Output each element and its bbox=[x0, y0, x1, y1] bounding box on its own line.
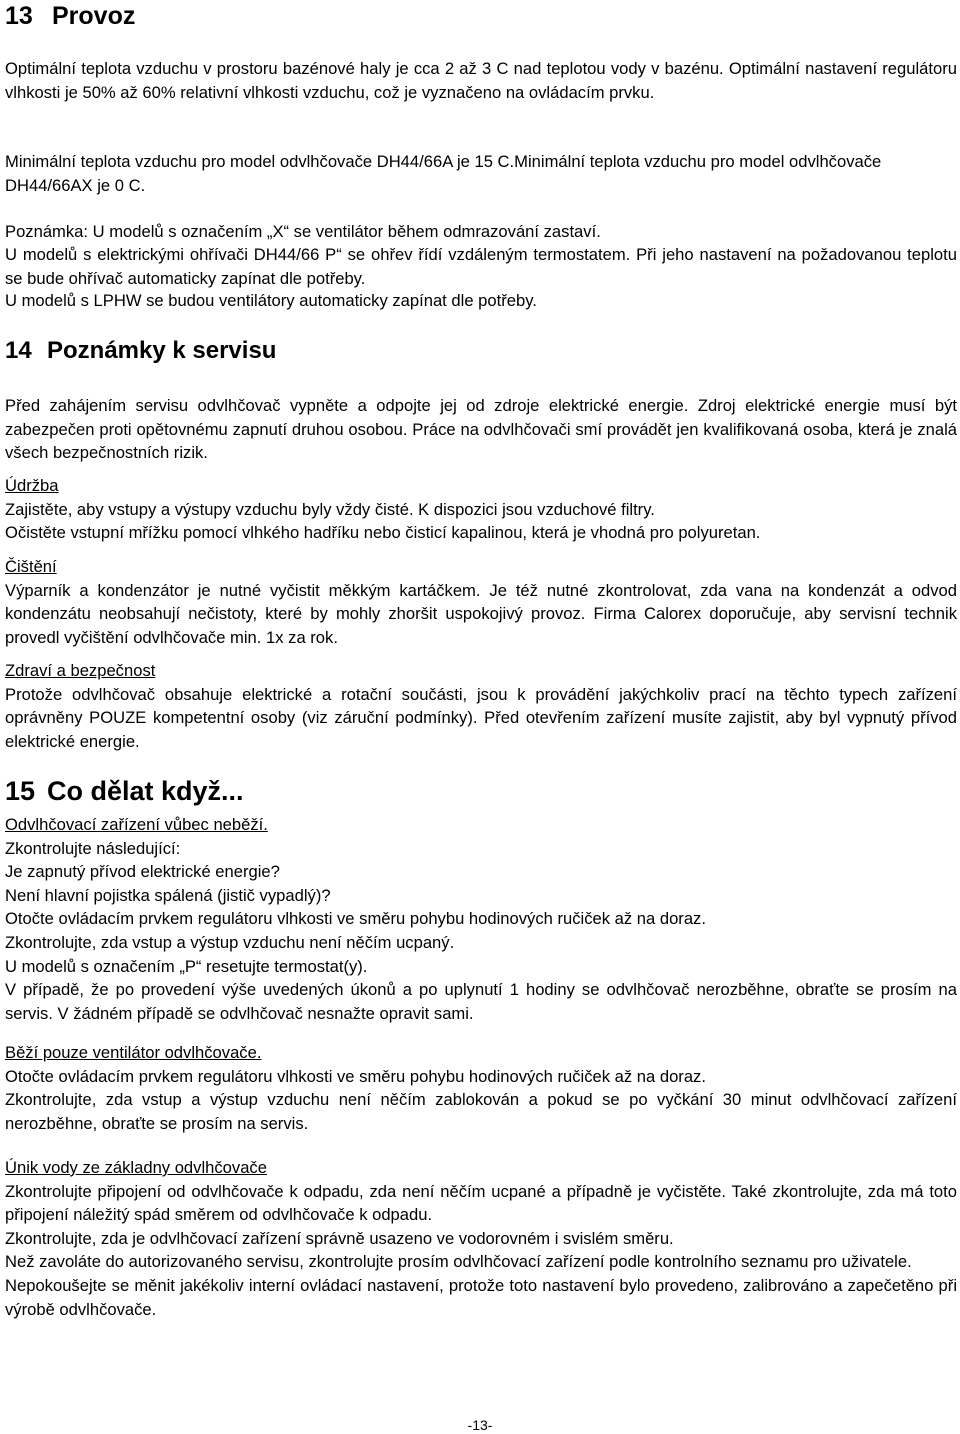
troubleshoot-line: Nepokoušejte se měnit jakékoliv interní ovládací nastavení, protože toto nastavení bylo provedeno, zalibrováno a zapečetěno při výrobě odvlhčovače. bbox=[5, 1275, 957, 1319]
page-number: -13- bbox=[467, 1417, 493, 1433]
section-13-heading bbox=[5, 1, 135, 31]
troubleshoot-heading: Únik vody ze základny odvlhčovače bbox=[5, 1158, 267, 1177]
cleaning-block bbox=[5, 555, 957, 649]
troubleshoot-line: V případě, že po provedení výše uvedených úkonů a po uplynutí 1 hodiny se odvlhčovač nerozběhne, obraťte se prosím na servis. V žádném případě se odvlhčovač nesnažte opravit sami. bbox=[5, 980, 957, 1023]
section-title: Poznámky k servisu bbox=[47, 337, 277, 364]
troubleshoot-heading: Odvlhčovací zařízení vůbec neběží. bbox=[5, 815, 268, 834]
troubleshoot-line: Než zavoláte do autorizovaného servisu, zkontrolujte prosím odvlhčovací zařízení podle kontrolního seznamu pro uživatele. bbox=[5, 1252, 912, 1272]
troubleshoot-line: Není hlavní pojistka spálená (jistič vypadlý)? bbox=[5, 885, 331, 905]
health-safety-heading: Zdraví a bezpečnost bbox=[5, 661, 156, 680]
section-title: Provoz bbox=[52, 2, 136, 30]
troubleshoot-line: Otočte ovládacím prvkem regulátoru vlhkosti ve směru pohybu hodinových ručiček až na doraz. bbox=[5, 909, 706, 929]
section-number: 13 bbox=[5, 2, 33, 30]
paragraph-service-safety-intro: Před zahájením servisu odvlhčovač vypněte a odpojte jej od zdroje elektrické energie. Zdroj elektrické energie musí být zabezpečen proti opětovnému zapnutí druhou osobou. Práce na odvlhčovači smí provádět jen kvalifikovaná osoba, která je znalá všech bezpečnostních rizik. bbox=[5, 396, 957, 463]
section-number: 14 bbox=[5, 337, 32, 364]
cleaning-heading: Čištění bbox=[5, 557, 57, 576]
troubleshoot-line: Je zapnutý přívod elektrické energie? bbox=[5, 862, 280, 882]
health-safety-block bbox=[5, 659, 957, 753]
section-15-heading bbox=[5, 775, 244, 807]
troubleshoot-line: Zkontrolujte připojení od odvlhčovače k odpadu, zda není něčím ucpané a případně je vyčistěte. Také zkontrolujte, zda má toto připojení náležitý spád směrem od odvlhčovače k odpadu. bbox=[5, 1181, 957, 1225]
troubleshoot-water-leak bbox=[5, 1156, 957, 1321]
section-number: 15 bbox=[5, 776, 36, 806]
troubleshoot-not-running bbox=[5, 813, 957, 1025]
paragraph-minimal-temperature: Minimální teplota vzduchu pro model odvlhčovače DH44/66A je 15 C.Minimální teplota vzduchu pro model odvlhčovače DH44/66AX je 0 C. bbox=[5, 152, 882, 195]
maintenance-block bbox=[5, 474, 957, 545]
section-title: Co dělat když... bbox=[47, 776, 244, 806]
troubleshoot-heading: Běží pouze ventilátor odvlhčovače. bbox=[5, 1043, 262, 1062]
maintenance-heading: Údržba bbox=[5, 476, 59, 495]
maintenance-line: Očistěte vstupní mřížku pomocí vlhkého hadříku nebo čisticí kapalinou, která je vhodná pro polyuretan. bbox=[5, 523, 761, 543]
note-electric-heaters: U modelů s elektrickými ohřívači DH44/66 P“ se ohřev řídí vzdáleným termostatem. Při jeho nastavení na požadovanou teplotu se bude ohřívač automaticky zapínat dle potřeby. bbox=[5, 245, 957, 288]
paragraph-optimal-temperature: Optimální teplota vzduchu v prostoru bazénové haly je cca 2 až 3 C nad teplotou vody v bazénu. Optimální nastavení regulátoru vlhkosti je 50% až 60% relativní vlhkosti vzduchu, což je vyznačeno na ovládacím prvku. bbox=[5, 59, 957, 102]
section-14-heading bbox=[5, 336, 276, 366]
troubleshoot-line: U modelů s označením „P“ resetujte termostat(y). bbox=[5, 956, 368, 976]
troubleshoot-line: Otočte ovládacím prvkem regulátoru vlhkosti ve směru pohybu hodinových ručiček až na doraz. bbox=[5, 1066, 706, 1086]
troubleshoot-line: Zkontrolujte následující: bbox=[5, 838, 181, 858]
troubleshoot-line: Zkontrolujte, zda je odvlhčovací zařízení správně usazeno ve vodorovném i svislém směru. bbox=[5, 1228, 674, 1248]
health-safety-text: Protože odvlhčovač obsahuje elektrické a rotační součásti, jsou k provádění jakýchkoliv prací na těchto typech zařízení oprávněny POUZE kompetentní osoby (viz záruční podmínky). Před otevřením zařízení musíte zajistit, aby byl vypnutý přívod elektrické energie. bbox=[5, 684, 957, 751]
troubleshoot-line: Zkontrolujte, zda vstup a výstup vzduchu není něčím zablokován a pokud se po vyčkání 30 minut odvlhčovací zařízení nerozběhne, obraťte se prosím na servis. bbox=[5, 1090, 957, 1133]
cleaning-text: Výparník a kondenzátor je nutné vyčistit měkkým kartáčkem. Je též nutné zkontrolovat, zda vana na kondenzát a odvod kondenzátu neobsahují nečistoty, které by mohly zhoršit uspokojivý provoz. Firma Calorex doporučuje, aby servisní technik provedl vyčištění odvlhčovače min. 1x za rok. bbox=[5, 580, 957, 647]
troubleshoot-line: Zkontrolujte, zda vstup a výstup vzduchu není něčím ucpaný. bbox=[5, 932, 455, 952]
troubleshoot-fan-only bbox=[5, 1041, 957, 1135]
note-lphw: U modelů s LPHW se budou ventilátory automaticky zapínat dle potřeby. bbox=[5, 291, 537, 310]
note-fan-stop: Poznámka: U modelů s označením „X“ se ventilátor během odmrazování zastaví. bbox=[5, 222, 601, 241]
maintenance-line: Zajistěte, aby vstupy a výstupy vzduchu byly vždy čisté. K dispozici jsou vzduchové filtry. bbox=[5, 499, 655, 519]
